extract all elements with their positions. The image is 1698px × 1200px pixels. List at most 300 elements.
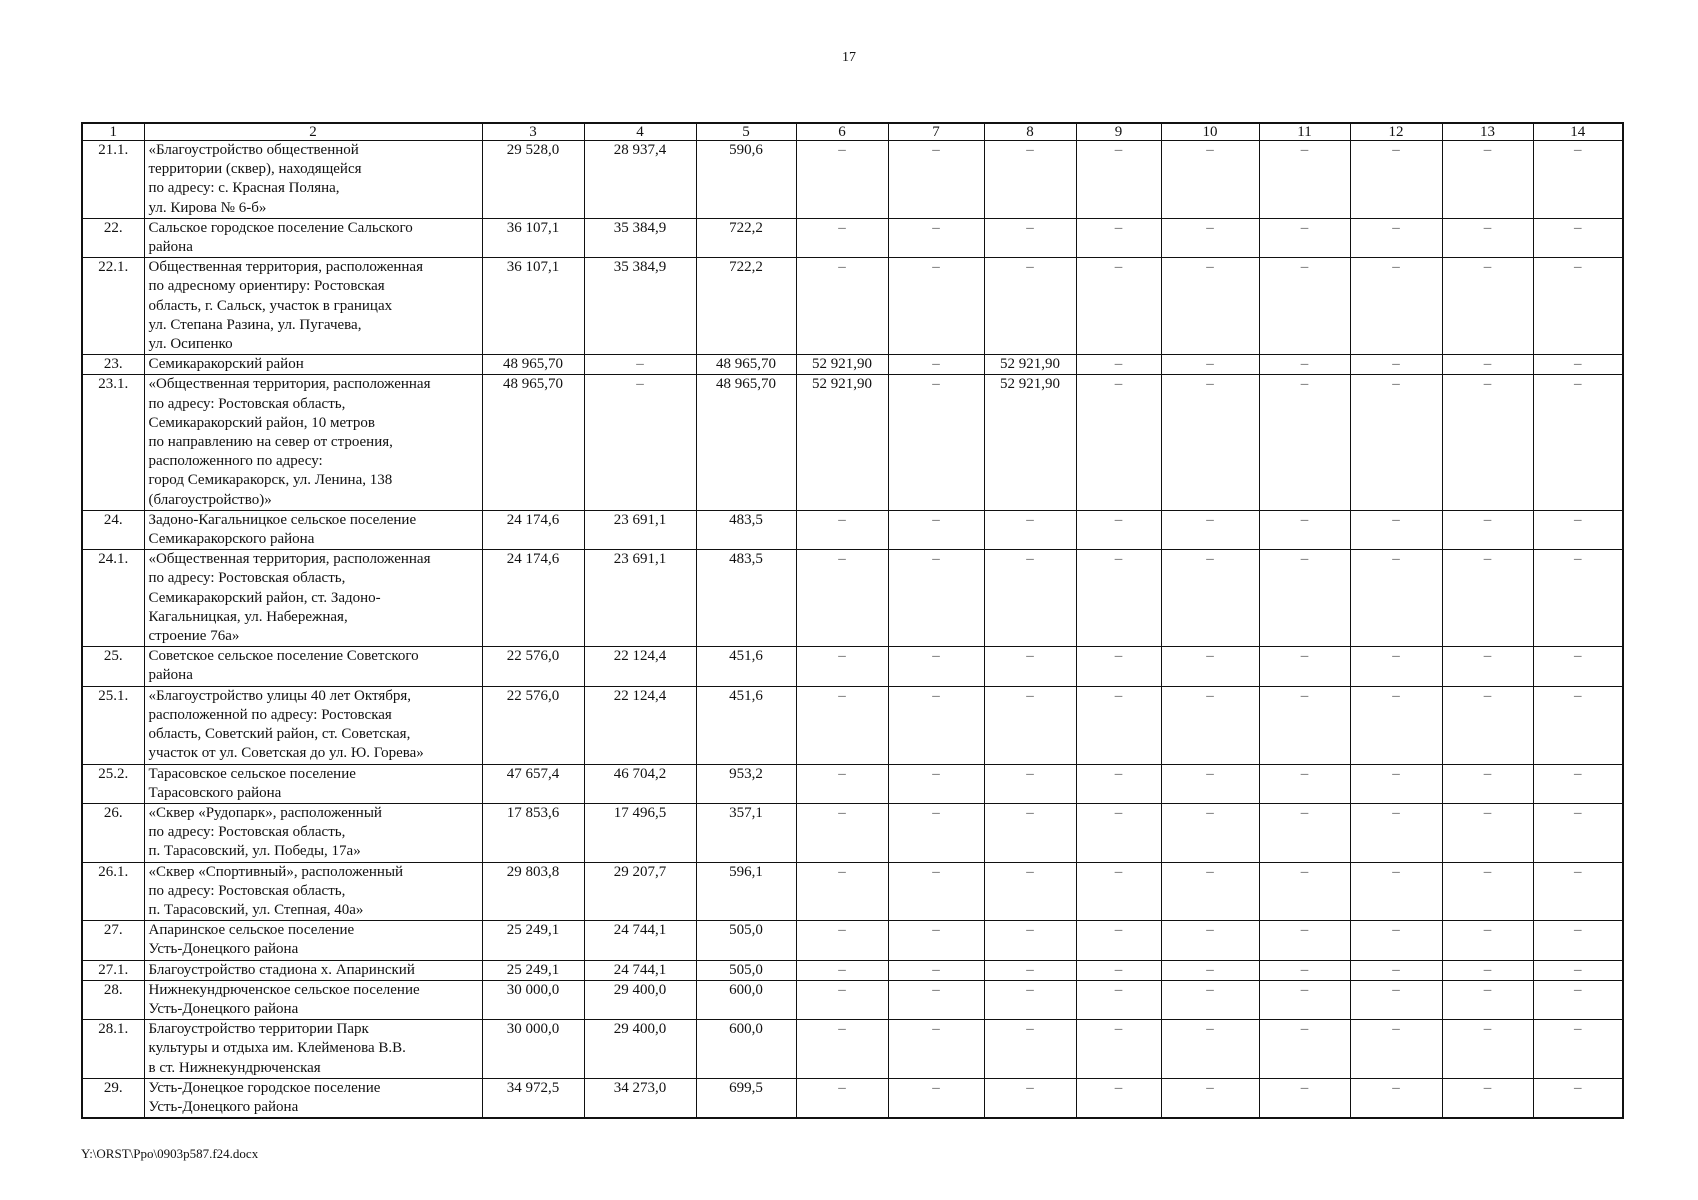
cell-c7: – (888, 980, 984, 1019)
row-name-line: Семикаракорский район, ст. Задоно- (148, 589, 381, 606)
cell-c4: 34 273,0 (584, 1078, 696, 1118)
cell-c12: – (1350, 764, 1442, 803)
cell-c10: – (1161, 510, 1259, 549)
cell-c8: – (984, 258, 1076, 355)
cell-c14: – (1533, 355, 1623, 375)
cell-c11: – (1259, 862, 1350, 921)
row-name-line: ул. Степана Разина, ул. Пугачева, (148, 316, 362, 333)
cell-c10: – (1161, 960, 1259, 980)
row-number: 26.1. (82, 862, 144, 921)
cell-c7: – (888, 764, 984, 803)
table-row (82, 960, 1623, 980)
row-name (144, 141, 482, 219)
cell-c9: – (1076, 218, 1161, 257)
cell-c3: 30 000,0 (482, 980, 584, 1019)
cell-c9: – (1076, 258, 1161, 355)
cell-c9: – (1076, 647, 1161, 686)
cell-c5: 48 965,70 (696, 355, 796, 375)
cell-c5: 953,2 (696, 764, 796, 803)
cell-c5: 590,6 (696, 141, 796, 219)
row-name (144, 550, 482, 647)
cell-c13: – (1442, 980, 1533, 1019)
row-name-line: Усть-Донецкое городское поселение (148, 1079, 381, 1096)
cell-c11: – (1259, 510, 1350, 549)
cell-c7: – (888, 960, 984, 980)
cell-c9: – (1076, 803, 1161, 862)
cell-c6: – (796, 258, 888, 355)
cell-c9: – (1076, 764, 1161, 803)
cell-c3: 34 972,5 (482, 1078, 584, 1118)
cell-c6: – (796, 921, 888, 960)
row-name-line: расположенного по адресу: (148, 453, 323, 470)
cell-c10: – (1161, 550, 1259, 647)
cell-c3: 22 576,0 (482, 686, 584, 764)
row-name (144, 862, 482, 921)
row-name-line: района (148, 239, 193, 256)
cell-c14: – (1533, 258, 1623, 355)
cell-c13: – (1442, 258, 1533, 355)
cell-c14: – (1533, 960, 1623, 980)
column-header: 3 (482, 123, 584, 141)
cell-c7: – (888, 258, 984, 355)
cell-c4: 35 384,9 (584, 258, 696, 355)
row-name (144, 510, 482, 549)
row-name (144, 686, 482, 764)
cell-c9: – (1076, 862, 1161, 921)
cell-c9: – (1076, 960, 1161, 980)
cell-c4: 24 744,1 (584, 921, 696, 960)
cell-c13: – (1442, 510, 1533, 549)
cell-c12: – (1350, 550, 1442, 647)
budget-table (81, 122, 1624, 1119)
cell-c8: – (984, 686, 1076, 764)
cell-c4: 29 400,0 (584, 980, 696, 1019)
cell-c10: – (1161, 803, 1259, 862)
cell-c8: – (984, 510, 1076, 549)
row-number: 21.1. (82, 141, 144, 219)
column-header: 7 (888, 123, 984, 141)
cell-c3: 17 853,6 (482, 803, 584, 862)
cell-c3: 29 528,0 (482, 141, 584, 219)
cell-c13: – (1442, 1078, 1533, 1118)
cell-c4: 22 124,4 (584, 686, 696, 764)
row-name (144, 764, 482, 803)
cell-c8: – (984, 921, 1076, 960)
cell-c13: – (1442, 647, 1533, 686)
file-path-footer: Y:\ORST\Ppo\0903p587.f24.docx (81, 1146, 259, 1161)
cell-c13: – (1442, 218, 1533, 257)
cell-c9: – (1076, 686, 1161, 764)
cell-c7: – (888, 862, 984, 921)
row-name-line: Семикаракорский район (148, 356, 304, 373)
cell-c10: – (1161, 218, 1259, 257)
row-name-line: Усть-Донецкого района (148, 941, 299, 958)
cell-c3: 24 174,6 (482, 510, 584, 549)
cell-c7: – (888, 141, 984, 219)
row-name-line: по адресу: Ростовская область, (148, 824, 346, 841)
cell-c5: 451,6 (696, 686, 796, 764)
row-name-line: ул. Кирова № 6-б» (148, 199, 267, 216)
cell-c3: 25 249,1 (482, 960, 584, 980)
cell-c11: – (1259, 141, 1350, 219)
cell-c7: – (888, 355, 984, 375)
table-row (82, 141, 1623, 219)
cell-c5: 357,1 (696, 803, 796, 862)
cell-c11: – (1259, 960, 1350, 980)
row-name-line: в ст. Нижнекундрюченская (148, 1059, 321, 1076)
cell-c9: – (1076, 510, 1161, 549)
row-name (144, 803, 482, 862)
cell-c4: 28 937,4 (584, 141, 696, 219)
table-row (82, 258, 1623, 355)
row-name-line: по адресу: Ростовская область, (148, 570, 346, 587)
cell-c3: 36 107,1 (482, 258, 584, 355)
table-row (82, 980, 1623, 1019)
cell-c6: – (796, 647, 888, 686)
column-header: 9 (1076, 123, 1161, 141)
row-number: 27. (82, 921, 144, 960)
cell-c4: 29 207,7 (584, 862, 696, 921)
cell-c13: – (1442, 1020, 1533, 1079)
column-header: 13 (1442, 123, 1533, 141)
cell-c14: – (1533, 375, 1623, 510)
cell-c12: – (1350, 510, 1442, 549)
cell-c8: 52 921,90 (984, 375, 1076, 510)
row-name-line: по адресу: Ростовская область, (148, 882, 346, 899)
cell-c9: – (1076, 1078, 1161, 1118)
column-header: 8 (984, 123, 1076, 141)
cell-c13: – (1442, 764, 1533, 803)
row-name-line: Усть-Донецкого района (148, 1098, 299, 1115)
column-header: 10 (1161, 123, 1259, 141)
cell-c9: – (1076, 980, 1161, 1019)
cell-c14: – (1533, 1078, 1623, 1118)
cell-c14: – (1533, 803, 1623, 862)
cell-c8: – (984, 980, 1076, 1019)
cell-c4: 17 496,5 (584, 803, 696, 862)
row-number: 22. (82, 218, 144, 257)
table-row (82, 218, 1623, 257)
cell-c3: 48 965,70 (482, 375, 584, 510)
cell-c12: – (1350, 1078, 1442, 1118)
row-name-line: область, г. Сальск, участок в границах (148, 297, 393, 314)
cell-c13: – (1442, 141, 1533, 219)
budget-table-wrapper (81, 122, 1624, 1119)
cell-c13: – (1442, 803, 1533, 862)
row-number: 25.2. (82, 764, 144, 803)
table-row (82, 375, 1623, 510)
cell-c8: – (984, 141, 1076, 219)
cell-c4: 23 691,1 (584, 550, 696, 647)
row-name-line: Благоустройство территории Парк (148, 1021, 369, 1038)
cell-c10: – (1161, 1078, 1259, 1118)
cell-c6: – (796, 980, 888, 1019)
cell-c13: – (1442, 921, 1533, 960)
row-name-line: Семикаракорский район, 10 метров (148, 414, 375, 431)
cell-c4: – (584, 355, 696, 375)
cell-c10: – (1161, 764, 1259, 803)
cell-c13: – (1442, 960, 1533, 980)
cell-c5: 722,2 (696, 218, 796, 257)
cell-c8: – (984, 550, 1076, 647)
row-number: 27.1. (82, 960, 144, 980)
cell-c12: – (1350, 862, 1442, 921)
cell-c7: – (888, 647, 984, 686)
cell-c9: – (1076, 1020, 1161, 1079)
cell-c13: – (1442, 550, 1533, 647)
cell-c5: 451,6 (696, 647, 796, 686)
table-row (82, 862, 1623, 921)
row-name-line: района (148, 667, 193, 684)
cell-c12: – (1350, 921, 1442, 960)
cell-c11: – (1259, 355, 1350, 375)
cell-c14: – (1533, 647, 1623, 686)
cell-c9: – (1076, 550, 1161, 647)
table-row (82, 686, 1623, 764)
table-row (82, 764, 1623, 803)
cell-c12: – (1350, 258, 1442, 355)
cell-c8: – (984, 1020, 1076, 1079)
row-name-line: Сальское городское поселение Сальского (148, 219, 413, 236)
cell-c10: – (1161, 921, 1259, 960)
column-header: 14 (1533, 123, 1623, 141)
cell-c11: – (1259, 218, 1350, 257)
cell-c6: – (796, 803, 888, 862)
row-name-line: Общественная территория, расположенная (148, 259, 423, 276)
cell-c10: – (1161, 355, 1259, 375)
column-header: 11 (1259, 123, 1350, 141)
row-name-line: строение 76а» (148, 628, 240, 645)
cell-c9: – (1076, 375, 1161, 510)
cell-c6: – (796, 550, 888, 647)
cell-c3: 24 174,6 (482, 550, 584, 647)
cell-c3: 47 657,4 (482, 764, 584, 803)
row-name (144, 980, 482, 1019)
row-name-line: Кагальницкая, ул. Набережная, (148, 608, 348, 625)
row-number: 22.1. (82, 258, 144, 355)
cell-c11: – (1259, 686, 1350, 764)
table-row (82, 355, 1623, 375)
row-name-line: культуры и отдыха им. Клейменова В.В. (148, 1040, 406, 1057)
cell-c9: – (1076, 921, 1161, 960)
row-name-line: по адресу: Ростовская область, (148, 395, 346, 412)
cell-c8: – (984, 960, 1076, 980)
cell-c11: – (1259, 921, 1350, 960)
row-name-line: «Благоустройство общественной (148, 142, 359, 158)
cell-c10: – (1161, 258, 1259, 355)
table-header-row (82, 123, 1623, 141)
row-name-line: «Общественная территория, расположенная (148, 551, 431, 568)
cell-c3: 48 965,70 (482, 355, 584, 375)
cell-c3: 25 249,1 (482, 921, 584, 960)
cell-c3: 36 107,1 (482, 218, 584, 257)
cell-c4: – (584, 375, 696, 510)
cell-c4: 23 691,1 (584, 510, 696, 549)
cell-c12: – (1350, 355, 1442, 375)
row-number: 26. (82, 803, 144, 862)
row-name (144, 375, 482, 510)
row-number: 23.1. (82, 375, 144, 510)
cell-c6: – (796, 218, 888, 257)
cell-c11: – (1259, 980, 1350, 1019)
cell-c6: – (796, 764, 888, 803)
cell-c14: – (1533, 510, 1623, 549)
cell-c12: – (1350, 1020, 1442, 1079)
column-header: 1 (82, 123, 144, 141)
cell-c10: – (1161, 862, 1259, 921)
cell-c5: 48 965,70 (696, 375, 796, 510)
row-name-line: по адресному ориентиру: Ростовская (148, 278, 385, 295)
cell-c6: – (796, 686, 888, 764)
cell-c8: – (984, 647, 1076, 686)
cell-c7: – (888, 218, 984, 257)
cell-c11: – (1259, 375, 1350, 510)
cell-c7: – (888, 803, 984, 862)
row-name-line: Нижнекундрюченское сельское поселение (148, 981, 420, 998)
cell-c5: 699,5 (696, 1078, 796, 1118)
cell-c4: 29 400,0 (584, 1020, 696, 1079)
row-name-line: область, Советский район, ст. Советская, (148, 726, 411, 743)
cell-c3: 30 000,0 (482, 1020, 584, 1079)
cell-c10: – (1161, 647, 1259, 686)
table-row (82, 510, 1623, 549)
cell-c6: – (796, 141, 888, 219)
cell-c11: – (1259, 550, 1350, 647)
cell-c3: 29 803,8 (482, 862, 584, 921)
cell-c4: 35 384,9 (584, 218, 696, 257)
row-name-line: Благоустройство стадиона х. Апаринский (148, 961, 415, 978)
cell-c5: 483,5 (696, 510, 796, 549)
cell-c11: – (1259, 1020, 1350, 1079)
row-name-line: п. Тарасовский, ул. Степная, 40а» (148, 901, 364, 918)
table-row (82, 647, 1623, 686)
cell-c7: – (888, 921, 984, 960)
cell-c14: – (1533, 1020, 1623, 1079)
cell-c6: – (796, 510, 888, 549)
cell-c7: – (888, 550, 984, 647)
cell-c12: – (1350, 686, 1442, 764)
cell-c14: – (1533, 764, 1623, 803)
table-row (82, 550, 1623, 647)
cell-c5: 600,0 (696, 980, 796, 1019)
cell-c12: – (1350, 141, 1442, 219)
cell-c8: – (984, 1078, 1076, 1118)
cell-c5: 596,1 (696, 862, 796, 921)
row-name-line: Семикаракорского района (148, 531, 315, 548)
row-name (144, 258, 482, 355)
row-number: 28.1. (82, 1020, 144, 1079)
row-name-line: «Сквер «Спортивный», расположенный (148, 863, 404, 880)
cell-c14: – (1533, 862, 1623, 921)
cell-c14: – (1533, 980, 1623, 1019)
cell-c5: 722,2 (696, 258, 796, 355)
cell-c5: 505,0 (696, 960, 796, 980)
cell-c13: – (1442, 375, 1533, 510)
cell-c7: – (888, 1078, 984, 1118)
row-name-line: Тарасовское сельское поселение (148, 765, 356, 782)
cell-c11: – (1259, 1078, 1350, 1118)
row-name-line: Советское сельское поселение Советского (148, 648, 419, 665)
row-number: 25.1. (82, 686, 144, 764)
cell-c4: 46 704,2 (584, 764, 696, 803)
cell-c14: – (1533, 921, 1623, 960)
row-name-line: город Семикаракорск, ул. Ленина, 138 (148, 472, 393, 489)
row-name-line: (благоустройство)» (148, 491, 272, 508)
cell-c5: 600,0 (696, 1020, 796, 1079)
cell-c11: – (1259, 647, 1350, 686)
row-number: 28. (82, 980, 144, 1019)
row-name-line: «Общественная территория, расположенная (148, 376, 431, 393)
cell-c14: – (1533, 550, 1623, 647)
row-name-line: Усть-Донецкого района (148, 1000, 299, 1017)
row-name (144, 960, 482, 980)
row-number: 29. (82, 1078, 144, 1118)
cell-c4: 22 124,4 (584, 647, 696, 686)
row-name-line: п. Тарасовский, ул. Победы, 17а» (148, 843, 361, 860)
column-header: 4 (584, 123, 696, 141)
cell-c6: – (796, 960, 888, 980)
cell-c13: – (1442, 862, 1533, 921)
row-name-line: «Сквер «Рудопарк», расположенный (148, 804, 382, 821)
table-row (82, 1078, 1623, 1118)
cell-c8: 52 921,90 (984, 355, 1076, 375)
row-name-line: по направлению на север от строения, (148, 434, 393, 451)
row-name (144, 355, 482, 375)
cell-c8: – (984, 764, 1076, 803)
cell-c5: 483,5 (696, 550, 796, 647)
cell-c6: – (796, 862, 888, 921)
cell-c11: – (1259, 803, 1350, 862)
cell-c4: 24 744,1 (584, 960, 696, 980)
cell-c7: – (888, 510, 984, 549)
column-header: 6 (796, 123, 888, 141)
cell-c6: – (796, 1020, 888, 1079)
cell-c12: – (1350, 218, 1442, 257)
cell-c12: – (1350, 803, 1442, 862)
row-name (144, 647, 482, 686)
cell-c10: – (1161, 1020, 1259, 1079)
table-row (82, 803, 1623, 862)
row-name (144, 921, 482, 960)
row-name (144, 1020, 482, 1079)
cell-c7: – (888, 686, 984, 764)
table-row (82, 921, 1623, 960)
row-name-line: Тарасовского района (148, 784, 282, 801)
cell-c11: – (1259, 258, 1350, 355)
row-name-line: Апаринское сельское поселение (148, 922, 355, 939)
cell-c8: – (984, 862, 1076, 921)
cell-c8: – (984, 803, 1076, 862)
column-header: 5 (696, 123, 796, 141)
cell-c6: 52 921,90 (796, 375, 888, 510)
row-name-line: участок от ул. Советская до ул. Ю. Горева» (148, 745, 424, 762)
row-name-line: ул. Осипенко (148, 336, 233, 353)
cell-c14: – (1533, 218, 1623, 257)
row-name (144, 218, 482, 257)
row-number: 24. (82, 510, 144, 549)
cell-c9: – (1076, 141, 1161, 219)
cell-c10: – (1161, 980, 1259, 1019)
cell-c11: – (1259, 764, 1350, 803)
cell-c6: 52 921,90 (796, 355, 888, 375)
row-number: 23. (82, 355, 144, 375)
cell-c9: – (1076, 355, 1161, 375)
row-name-line: «Благоустройство улицы 40 лет Октября, (148, 687, 411, 704)
row-name-line: по адресу: с. Красная Поляна, (148, 180, 340, 197)
cell-c12: – (1350, 647, 1442, 686)
row-name-line: расположенной по адресу: Ростовская (148, 706, 392, 723)
column-header: 2 (144, 123, 482, 141)
